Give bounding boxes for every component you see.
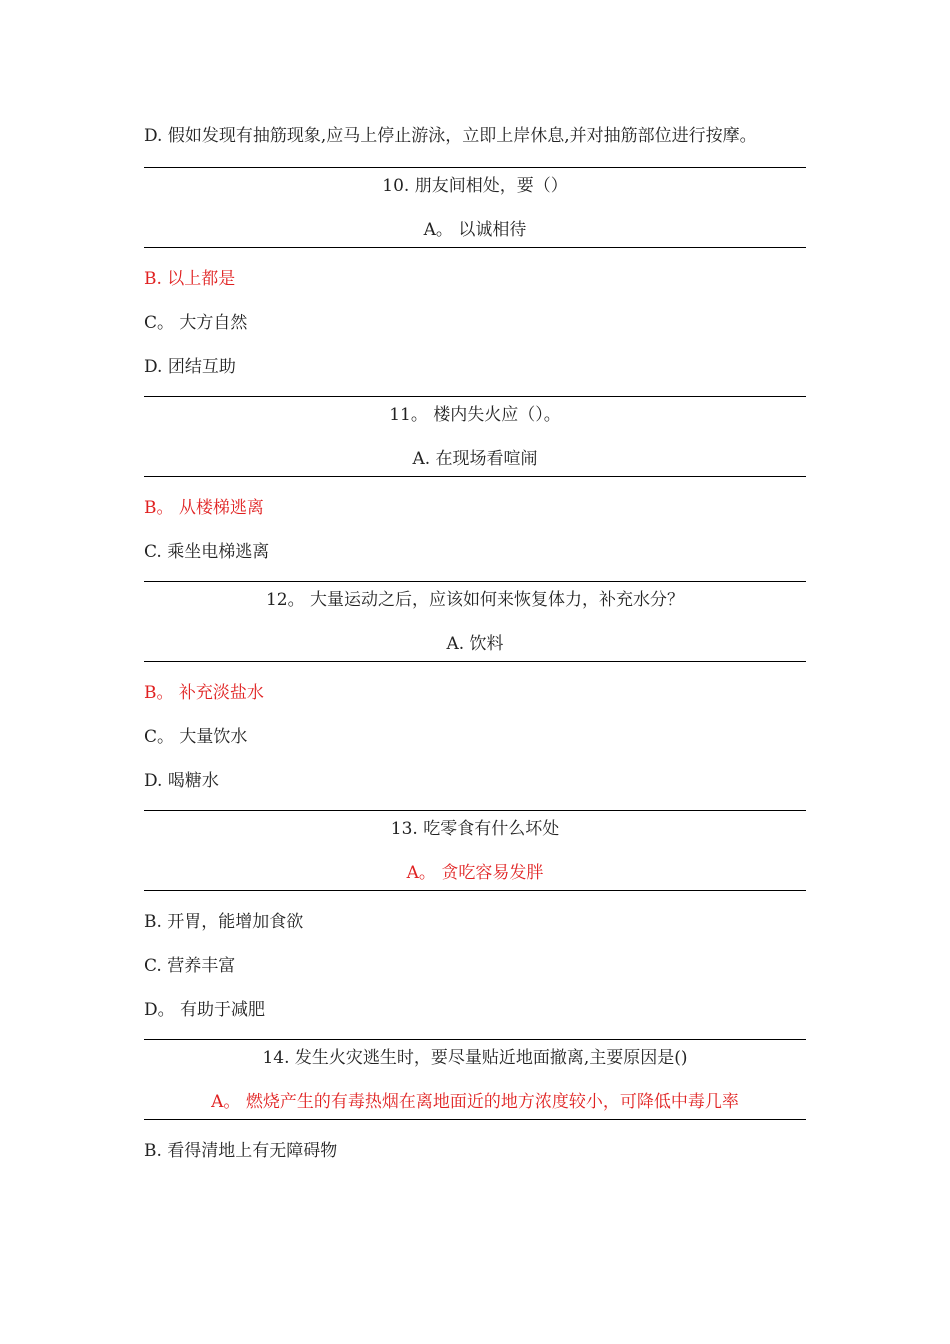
question-11-option-c: C. 乘坐电梯逃离 bbox=[144, 542, 270, 562]
document-page bbox=[144, 122, 806, 1180]
question-11-option-a: A. 在现场看喧闹 bbox=[412, 449, 538, 469]
question-11-header bbox=[144, 396, 806, 477]
question-12-option-c: C。 大量饮水 bbox=[144, 727, 248, 747]
question-10-option-b-answer: B. 以上都是 bbox=[144, 269, 236, 289]
question-14-header bbox=[144, 1039, 806, 1120]
intro-option-text: D. 假如发现有抽筋现象,应马上停止游泳，立即上岸休息,并对抽筋部位进行按摩。 bbox=[144, 126, 757, 146]
question-13-header bbox=[144, 810, 806, 891]
question-10-header bbox=[144, 167, 806, 248]
question-12-header bbox=[144, 581, 806, 662]
question-13-option-a-answer: A。 贪吃容易发胖 bbox=[406, 863, 544, 883]
question-13-option-c: C. 营养丰富 bbox=[144, 956, 236, 976]
question-14-option-a-answer: A。 燃烧产生的有毒热烟在离地面近的地方浓度较小，可降低中毒几率 bbox=[211, 1092, 739, 1112]
question-13-stem: 13. 吃零食有什么坏处 bbox=[390, 819, 560, 839]
question-12-stem: 12。 大量运动之后，应该如何来恢复体力，补充水分？ bbox=[265, 590, 685, 610]
question-11-stem: 11。 楼内失火应（）。 bbox=[389, 405, 561, 425]
question-10-stem: 10. 朋友间相处，要（） bbox=[382, 176, 568, 196]
question-14-stem: 14. 发生火灾逃生时，要尽量贴近地面撤离,主要原因是() bbox=[262, 1048, 688, 1068]
question-14-option-b: B. 看得清地上有无障碍物 bbox=[144, 1141, 338, 1161]
question-10-option-c: C。 大方自然 bbox=[144, 313, 248, 333]
question-13-option-d: D。 有助于减肥 bbox=[144, 1000, 266, 1020]
question-12-option-a: A. 饮料 bbox=[446, 634, 504, 654]
question-10-option-d: D. 团结互助 bbox=[144, 357, 236, 377]
question-12-option-b-answer: B。 补充淡盐水 bbox=[144, 683, 264, 703]
question-11-option-b-answer: B。 从楼梯逃离 bbox=[144, 498, 264, 518]
question-10-option-a: A。 以诚相待 bbox=[423, 220, 527, 240]
question-13-option-b: B. 开胃，能增加食欲 bbox=[144, 912, 304, 932]
question-12-option-d: D. 喝糖水 bbox=[144, 771, 219, 791]
